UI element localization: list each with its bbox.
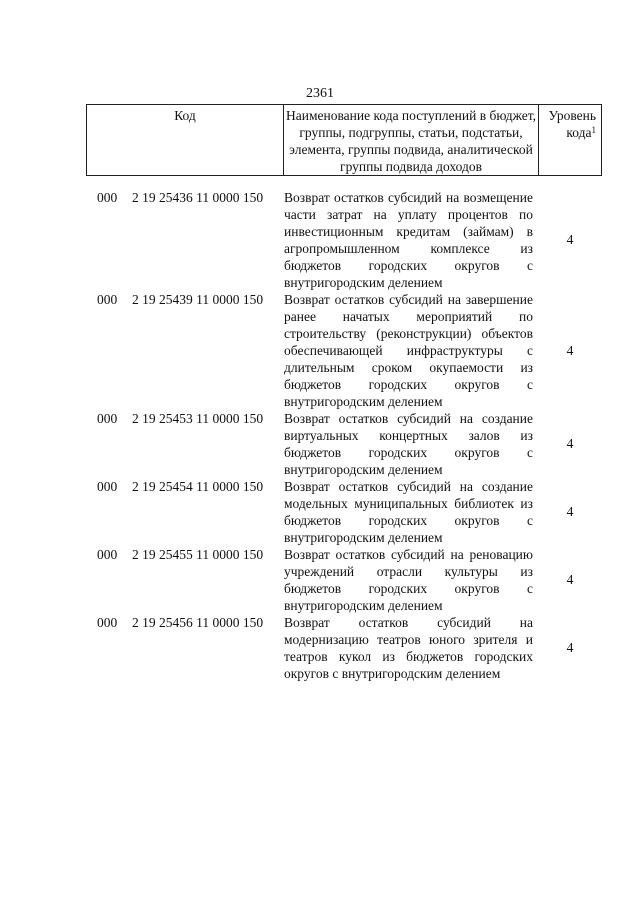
table-row bbox=[0, 410, 640, 478]
table-row bbox=[0, 189, 640, 291]
revenue-code: 2 19 25453 11 0000 150 bbox=[132, 411, 264, 426]
revenue-code: 2 19 25456 11 0000 150 bbox=[132, 615, 264, 630]
admin-code: 000 bbox=[97, 411, 118, 426]
admin-code: 000 bbox=[97, 615, 118, 630]
table-row bbox=[0, 478, 640, 546]
table-row bbox=[0, 291, 640, 410]
admin-code: 000 bbox=[97, 292, 118, 307]
table-row bbox=[0, 614, 640, 682]
revenue-description: Возврат остатков субсидий на возмещение части затрат на уплату процентов по инвестиционным кредитам (займам) в агропромышленном комплексе из бюджетов городских округов с внутригородским делением bbox=[284, 190, 533, 290]
code-level: 4 bbox=[566, 504, 574, 519]
revenue-description: Возврат остатков субсидий на реновацию учреждений отрасли культуры из бюджетов городских округов с внутригородским делением bbox=[284, 547, 533, 613]
code-level: 4 bbox=[566, 572, 574, 587]
footnote-marker: 1 bbox=[591, 125, 596, 135]
admin-code: 000 bbox=[97, 547, 118, 562]
code-level: 4 bbox=[566, 232, 574, 247]
code-level: 4 bbox=[566, 436, 574, 451]
revenue-description: Возврат остатков субсидий на модернизацию театров юного зрителя и театров кукол из бюджетов городских округов с внутригородским делением bbox=[284, 615, 533, 681]
revenue-description: Возврат остатков субсидий на создание модельных муниципальных библиотек из бюджетов городских округов с внутригородским делением bbox=[284, 479, 533, 545]
code-level: 4 bbox=[566, 640, 574, 655]
page-number: 2361 bbox=[306, 86, 334, 101]
header-level bbox=[539, 105, 602, 176]
header-code: Код bbox=[87, 105, 284, 176]
table-header bbox=[86, 104, 602, 176]
revenue-code: 2 19 25436 11 0000 150 bbox=[132, 190, 264, 205]
revenue-code: 2 19 25439 11 0000 150 bbox=[132, 292, 264, 307]
revenue-description: Возврат остатков субсидий на создание виртуальных концертных залов из бюджетов городских округов с внутригородским делением bbox=[284, 411, 533, 477]
revenue-description: Возврат остатков субсидий на завершение ранее начатых мероприятий по строительству (реконструкции) объектов обеспечивающей инфраструктуры с длительным сроком окупаемости из бюджетов городских округов с внутригородским делением bbox=[284, 292, 533, 409]
admin-code: 000 bbox=[97, 190, 118, 205]
revenue-code: 2 19 25455 11 0000 150 bbox=[132, 547, 264, 562]
revenue-code: 2 19 25454 11 0000 150 bbox=[132, 479, 264, 494]
header-level-label: Уровень кода bbox=[548, 108, 596, 140]
admin-code: 000 bbox=[97, 479, 118, 494]
header-name: Наименование кода поступлений в бюджет, группы, подгруппы, статьи, подстатьи, элемента, группы подвида, аналитической группы подвида доходов bbox=[284, 105, 539, 176]
code-level: 4 bbox=[566, 342, 574, 358]
table-row bbox=[0, 546, 640, 614]
table-body bbox=[0, 189, 640, 682]
